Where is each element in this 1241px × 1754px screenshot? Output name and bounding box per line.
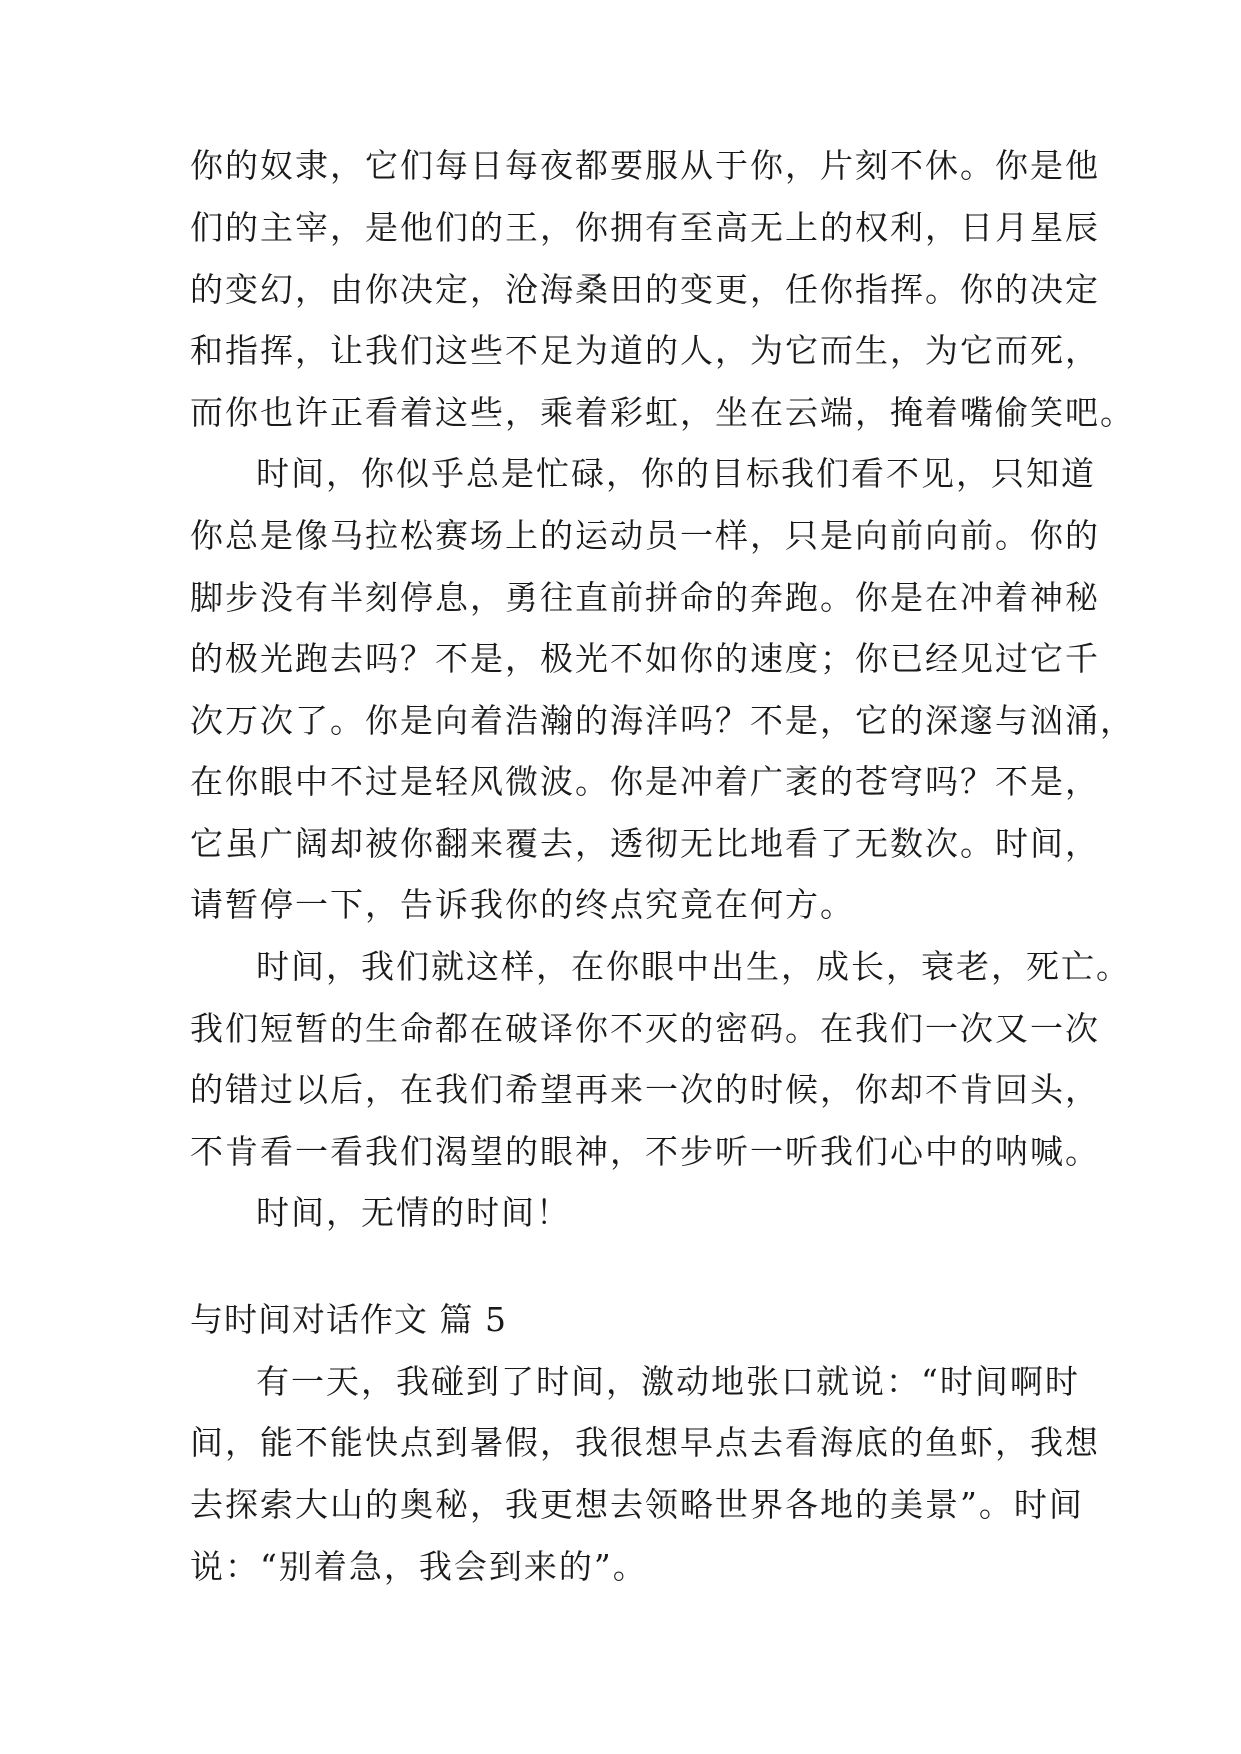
text-line: 间，能不能快点到暑假，我很想早点去看海底的鱼虾，我想 — [190, 1423, 1100, 1462]
text-line: 脚步没有半刻停息，勇往直前拼命的奔跑。你是在冲着神秘 — [190, 578, 1100, 617]
text-line: 你的奴隶，它们每日每夜都要服从于你，片刻不休。你是他 — [190, 146, 1100, 185]
text-line: 在你眼中不过是轻风微波。你是冲着广袤的苍穹吗？不是， — [190, 762, 1100, 801]
text-line: 时间，你似乎总是忙碌，你的目标我们看不见，只知道 — [256, 454, 1096, 493]
text-line: 我们短暂的生命都在破译你不灭的密码。在我们一次又一次 — [190, 1009, 1100, 1048]
text-line: 而你也许正看着这些，乘着彩虹，坐在云端，掩着嘴偷笑吧。 — [190, 393, 1135, 432]
text-line: 请暂停一下，告诉我你的终点究竟在何方。 — [190, 885, 855, 924]
text-line: 时间，我们就这样，在你眼中出生，成长，衰老，死亡。 — [256, 947, 1131, 986]
text-line: 们的主宰，是他们的王，你拥有至高无上的权利，日月星辰 — [190, 208, 1100, 247]
text-line: 说：“别着急，我会到来的”。 — [190, 1547, 648, 1586]
text-line: 你总是像马拉松赛场上的运动员一样，只是向前向前。你的 — [190, 516, 1100, 555]
text-line: 的极光跑去吗？不是，极光不如你的速度；你已经见过它千 — [190, 639, 1100, 678]
text-line: 不肯看一看我们渴望的眼神，不步听一听我们心中的呐喊。 — [190, 1132, 1100, 1171]
text-line: 它虽广阔却被你翻来覆去，透彻无比地看了无数次。时间， — [190, 824, 1100, 863]
text-line: 次万次了。你是向着浩瀚的海洋吗？不是，它的深邃与汹涌， — [190, 701, 1135, 740]
text-line: 去探索大山的奥秘，我更想去领略世界各地的美景”。时间 — [190, 1485, 1084, 1524]
section-heading: 与时间对话作文 篇 5 — [190, 1300, 507, 1339]
text-line: 和指挥，让我们这些不足为道的人，为它而生，为它而死， — [190, 331, 1100, 370]
text-line: 的变幻，由你决定，沧海桑田的变更，任你指挥。你的决定 — [190, 270, 1100, 309]
text-line: 时间，无情的时间！ — [256, 1193, 571, 1232]
text-line: 有一天，我碰到了时间，激动地张口就说：“时间啊时 — [256, 1362, 1080, 1401]
text-line: 的错过以后，在我们希望再来一次的时候，你却不肯回头， — [190, 1070, 1100, 1109]
